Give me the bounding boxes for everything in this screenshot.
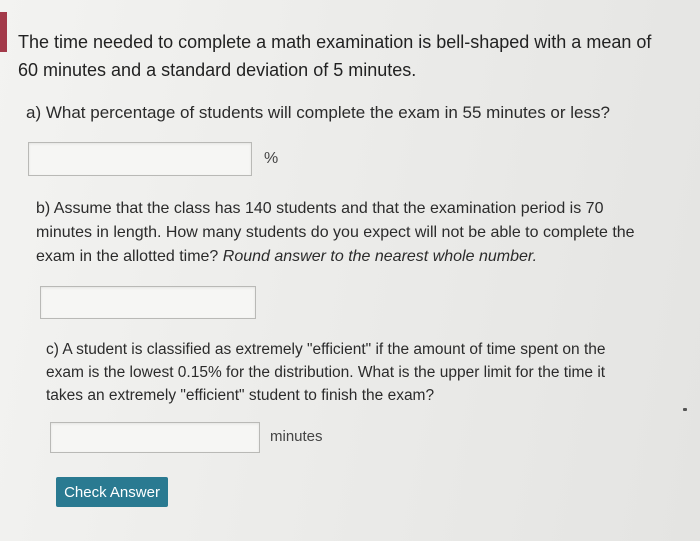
part-b-prompt: [36, 197, 656, 269]
part-a-answer-input[interactable]: [28, 142, 252, 176]
check-answer-button[interactable]: Check Answer: [56, 477, 168, 507]
accent-bar: [0, 12, 7, 52]
question-intro: The time needed to complete a math examination is bell-shaped with a mean of 60 minutes and a standard deviation of 5 minutes.: [18, 32, 652, 80]
part-c-answer-input[interactable]: [50, 422, 260, 453]
part-a-prompt: a) What percentage of students will complete the exam in 55 minutes or less?: [26, 103, 610, 122]
screen-speck: [683, 408, 687, 411]
part-b-answer-input[interactable]: [40, 286, 256, 319]
percent-unit-label: %: [264, 150, 279, 167]
minutes-unit-label: minutes: [270, 428, 323, 445]
part-c-prompt: c) A student is classified as extremely "efficient" if the amount of time spent on the exam is the lowest 0.15% for the distribution. What is the upper limit for the time it takes an extremely "efficient" student to finish the exam?: [46, 341, 606, 404]
part-b-instruction: Round answer to the nearest whole number.: [222, 248, 538, 265]
part-b-text: b) Assume that the class has 140 students and that the examination period is 70 minutes in length. How many students do you expect will not be able to complete the exam in the allotted time?: [36, 200, 635, 265]
